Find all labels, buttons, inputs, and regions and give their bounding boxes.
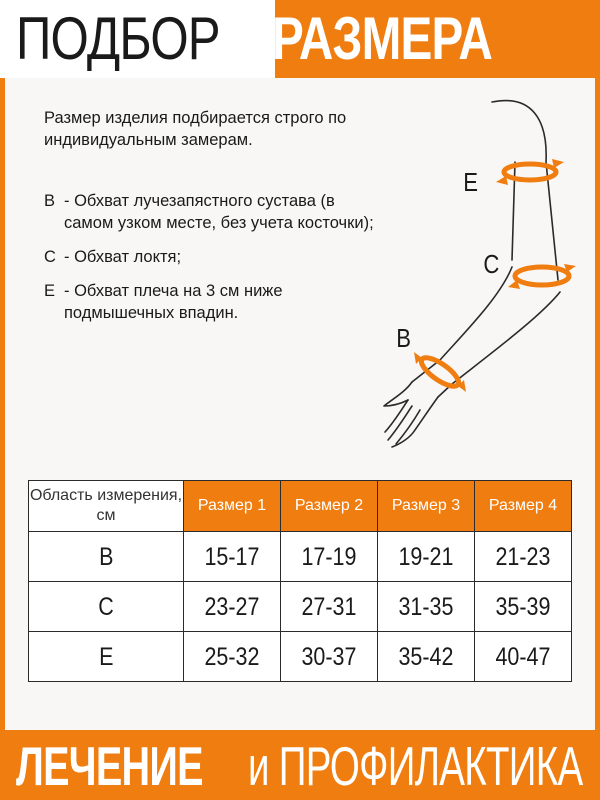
cell-value: 35-39	[495, 592, 551, 621]
footer-text-part2: и ПРОФИЛАКТИКА	[248, 735, 583, 797]
row-label: E	[98, 642, 114, 671]
table-cell	[281, 582, 378, 632]
cell-value: 21-23	[495, 542, 551, 571]
cell-value: 17-19	[301, 542, 357, 571]
table-cell	[184, 632, 281, 682]
cell-value: 35-42	[398, 642, 454, 671]
definition-c	[44, 246, 384, 268]
footer-banner	[0, 730, 600, 800]
header-title-part1: ПОДБОР	[16, 5, 220, 72]
row-label-cell	[29, 632, 184, 682]
header-title-part2: РАЗМЕРА	[272, 5, 493, 72]
size-header-1: Размер 1	[184, 481, 281, 532]
table-cell	[184, 582, 281, 632]
figure-label-b: B	[396, 323, 412, 353]
figure-label-e: E	[463, 167, 479, 197]
definition-b	[44, 190, 384, 234]
definition-text: - Обхват лучезапястного сустава (в самом узком месте, без учета косточки);	[64, 192, 374, 232]
definition-e	[44, 280, 384, 324]
table-cell	[475, 582, 572, 632]
cell-value: 25-32	[204, 642, 260, 671]
table-row	[29, 582, 572, 632]
cell-value: 23-27	[204, 592, 260, 621]
size-chart-table	[28, 480, 572, 682]
footer-text-part1: ЛЕЧЕНИЕ	[16, 735, 203, 797]
row-label-cell	[29, 532, 184, 582]
size-header-2: Размер 2	[281, 481, 378, 532]
row-label: C	[98, 592, 114, 621]
cell-value: 15-17	[204, 542, 260, 571]
header-banner	[0, 0, 600, 78]
table-header-row	[29, 481, 572, 532]
size-header-3: Размер 3	[378, 481, 475, 532]
table-cell	[378, 532, 475, 582]
row-label-cell	[29, 582, 184, 632]
definition-text: - Обхват плеча на 3 см ниже подмышечных впадин.	[64, 282, 283, 322]
definitions-list	[44, 190, 384, 336]
table-cell	[281, 532, 378, 582]
table-row	[29, 632, 572, 682]
cell-value: 31-35	[398, 592, 454, 621]
left-accent-edge	[0, 78, 5, 730]
row-label: B	[98, 542, 114, 571]
arm-measurement-figure	[370, 92, 600, 462]
intro-text: Размер изделия подбирается строго по индивидуальным замерам.	[44, 109, 347, 149]
header-label-cell: Область измерения, см	[29, 481, 184, 532]
table-cell	[281, 632, 378, 682]
table-row	[29, 532, 572, 582]
table-cell	[475, 632, 572, 682]
definition-code: B	[44, 192, 56, 210]
cell-value: 19-21	[398, 542, 454, 571]
table-cell	[475, 532, 572, 582]
cell-value: 27-31	[301, 592, 357, 621]
figure-label-c: C	[483, 249, 500, 279]
table-cell	[378, 632, 475, 682]
size-header-4: Размер 4	[475, 481, 572, 532]
definition-text: - Обхват локтя;	[64, 248, 182, 266]
table-cell	[378, 582, 475, 632]
cell-value: 40-47	[495, 642, 551, 671]
definition-code: C	[44, 248, 56, 266]
cell-value: 30-37	[301, 642, 357, 671]
definition-code: E	[44, 282, 56, 300]
table-cell	[184, 532, 281, 582]
